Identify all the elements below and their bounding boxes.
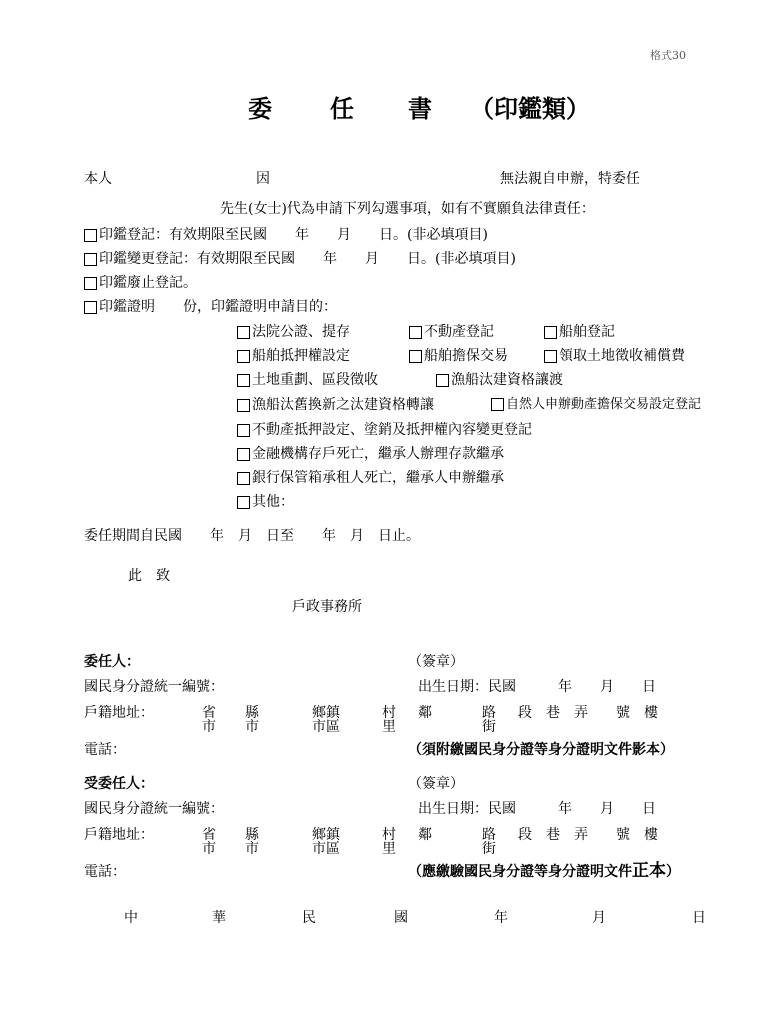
title-char-1: 委 [248, 94, 272, 123]
purpose-other[interactable] [237, 495, 294, 509]
address-sheng: 省 [202, 705, 216, 721]
delegation-period: 委任期間自民國 年 月 日至 年 月 日止。 [84, 528, 420, 544]
address-jie: 街 [482, 841, 496, 857]
address-li: 里 [382, 841, 396, 857]
intro-principal-label: 本人 [84, 171, 112, 187]
date-min: 民 [302, 910, 316, 926]
address-shi: 市 [202, 841, 216, 857]
purpose-label: 漁船汰舊換新之汰建資格轉讓 [252, 397, 434, 413]
household-office: 戶政事務所 [292, 599, 362, 615]
checkbox[interactable] [237, 496, 250, 509]
checkbox[interactable] [237, 350, 250, 363]
purpose-ship-mortgage[interactable] [237, 349, 350, 363]
agent-note [408, 863, 680, 880]
purpose-fishing-transfer[interactable] [436, 373, 563, 387]
purpose-label: 金融機構存戶死亡，繼承人辦理存款繼承 [252, 446, 504, 462]
purpose-label: 土地重劃、區段徵收 [252, 372, 378, 388]
checkbox[interactable] [237, 472, 250, 485]
checkbox[interactable] [544, 350, 557, 363]
purpose-court[interactable] [237, 325, 350, 339]
checkbox[interactable] [84, 277, 97, 290]
principal-phone-label: 電話： [84, 742, 126, 758]
purpose-label: 法院公證、提存 [252, 324, 350, 340]
purpose-land-compensation[interactable] [544, 349, 685, 363]
intro-statement: 先生(女士)代為申請下列勾選事項，如有不實願負法律責任： [220, 201, 595, 217]
purpose-movable-secured[interactable] [491, 398, 701, 411]
address-jie: 街 [482, 719, 496, 735]
checkbox[interactable] [237, 326, 250, 339]
date-month: 月 [592, 910, 606, 926]
purpose-safebox-inherit[interactable] [237, 471, 504, 485]
purpose-real-estate[interactable] [409, 325, 494, 339]
checkbox[interactable] [84, 301, 97, 314]
purpose-ship-secured[interactable] [409, 349, 508, 363]
principal-id-label: 國民身分證統一編號： [84, 679, 224, 695]
checkbox[interactable] [491, 398, 504, 411]
purpose-label: 船舶登記 [559, 324, 615, 340]
date-day: 日 [692, 910, 706, 926]
purpose-label: 漁船汰建資格讓渡 [451, 372, 563, 388]
purpose-fishing-replace[interactable] [237, 398, 434, 412]
date-hua: 華 [212, 910, 226, 926]
purpose-label: 不動產登記 [424, 324, 494, 340]
agent-note-original: 正本 [632, 861, 666, 881]
item-seal-cancel[interactable] [84, 276, 197, 290]
form-number: 格式30 [650, 49, 686, 62]
address-lu: 路 [482, 827, 496, 843]
item-seal-change[interactable] [84, 252, 516, 266]
address-sheng: 省 [202, 827, 216, 843]
agent-note-end: ） [666, 864, 680, 880]
address-cun: 村 [382, 827, 396, 843]
checkbox[interactable] [84, 229, 97, 242]
principal-birth: 出生日期：民國 年 月 日 [418, 679, 656, 695]
address-shiqu: 市區 [312, 719, 340, 735]
checkbox[interactable] [84, 253, 97, 266]
principal-note: （須附繳國民身分證等身分證明文件影本） [408, 742, 674, 758]
checkbox[interactable] [237, 399, 250, 412]
checkbox[interactable] [544, 326, 557, 339]
intro-reason-label: 因 [256, 171, 270, 187]
purpose-deposit-inherit[interactable] [237, 447, 504, 461]
principal-address-label: 戶籍地址： [84, 705, 154, 721]
address-shi: 市 [245, 841, 259, 857]
address-lu: 路 [482, 705, 496, 721]
agent-id-label: 國民身分證統一編號： [84, 801, 224, 817]
agent-birth: 出生日期：民國 年 月 日 [418, 801, 656, 817]
item-label: 印鑑證明 份，印鑑證明申請目的： [99, 299, 337, 315]
purpose-label: 領取土地徵收補償費 [559, 348, 685, 364]
intro-unable-text: 無法親自申辦，特委任 [500, 171, 640, 187]
address-tail: 段 巷 弄 號 樓 [518, 827, 658, 843]
purpose-mortgage-change[interactable] [237, 423, 532, 437]
address-xiangzhen: 鄉鎮 [312, 827, 340, 843]
item-label: 印鑑變更登記：有效期限至民國 年 月 日。(非必填項目) [99, 251, 516, 267]
purpose-label: 銀行保管箱承租人死亡，繼承人申辦繼承 [252, 470, 504, 486]
purpose-ship-registration[interactable] [544, 325, 615, 339]
address-xian: 縣 [245, 827, 259, 843]
address-cun: 村 [382, 705, 396, 721]
item-label: 印鑑廢止登記。 [99, 275, 197, 291]
address-li: 里 [382, 719, 396, 735]
agent-phone-label: 電話： [84, 864, 126, 880]
principal-label: 委任人： [84, 654, 140, 670]
agent-label: 受委任人： [84, 776, 154, 792]
checkbox[interactable] [409, 350, 422, 363]
address-xian: 縣 [245, 705, 259, 721]
closing-salutation: 此 致 [128, 568, 170, 584]
checkbox[interactable] [237, 448, 250, 461]
item-label: 印鑑登記：有效期限至民國 年 月 日。(非必填項目) [99, 227, 488, 243]
title-char-3: 書 [408, 94, 432, 123]
address-shi: 市 [202, 719, 216, 735]
checkbox[interactable] [436, 374, 449, 387]
agent-note-start: （應繳驗國民身分證等身分證明文件 [408, 864, 632, 880]
date-guo: 國 [394, 910, 408, 926]
item-seal-certificate[interactable] [84, 300, 337, 314]
item-seal-registration[interactable] [84, 228, 488, 242]
address-shiqu: 市區 [312, 841, 340, 857]
title-char-2: 任 [330, 94, 354, 123]
purpose-label: 其他： [252, 494, 294, 510]
purpose-label: 自然人申辦動產擔保交易設定登記 [506, 397, 702, 412]
address-lin: 鄰 [418, 827, 432, 843]
purpose-label: 船舶抵押權設定 [252, 348, 350, 364]
checkbox[interactable] [409, 326, 422, 339]
title-subtitle: （印鑑類） [470, 94, 590, 123]
purpose-label: 船舶擔保交易 [424, 348, 508, 364]
date-zhong: 中 [124, 910, 138, 926]
address-xiangzhen: 鄉鎮 [312, 705, 340, 721]
checkbox[interactable] [237, 374, 250, 387]
principal-seal: （簽章） [408, 654, 464, 670]
address-tail: 段 巷 弄 號 樓 [518, 705, 658, 721]
agent-seal: （簽章） [408, 776, 464, 792]
date-year: 年 [494, 910, 508, 926]
purpose-land-readjust[interactable] [237, 373, 378, 387]
agent-address-label: 戶籍地址： [84, 827, 154, 843]
checkbox[interactable] [237, 424, 250, 437]
purpose-label: 不動產抵押設定、塗銷及抵押權內容變更登記 [252, 422, 532, 438]
address-shi: 市 [245, 719, 259, 735]
address-lin: 鄰 [418, 705, 432, 721]
